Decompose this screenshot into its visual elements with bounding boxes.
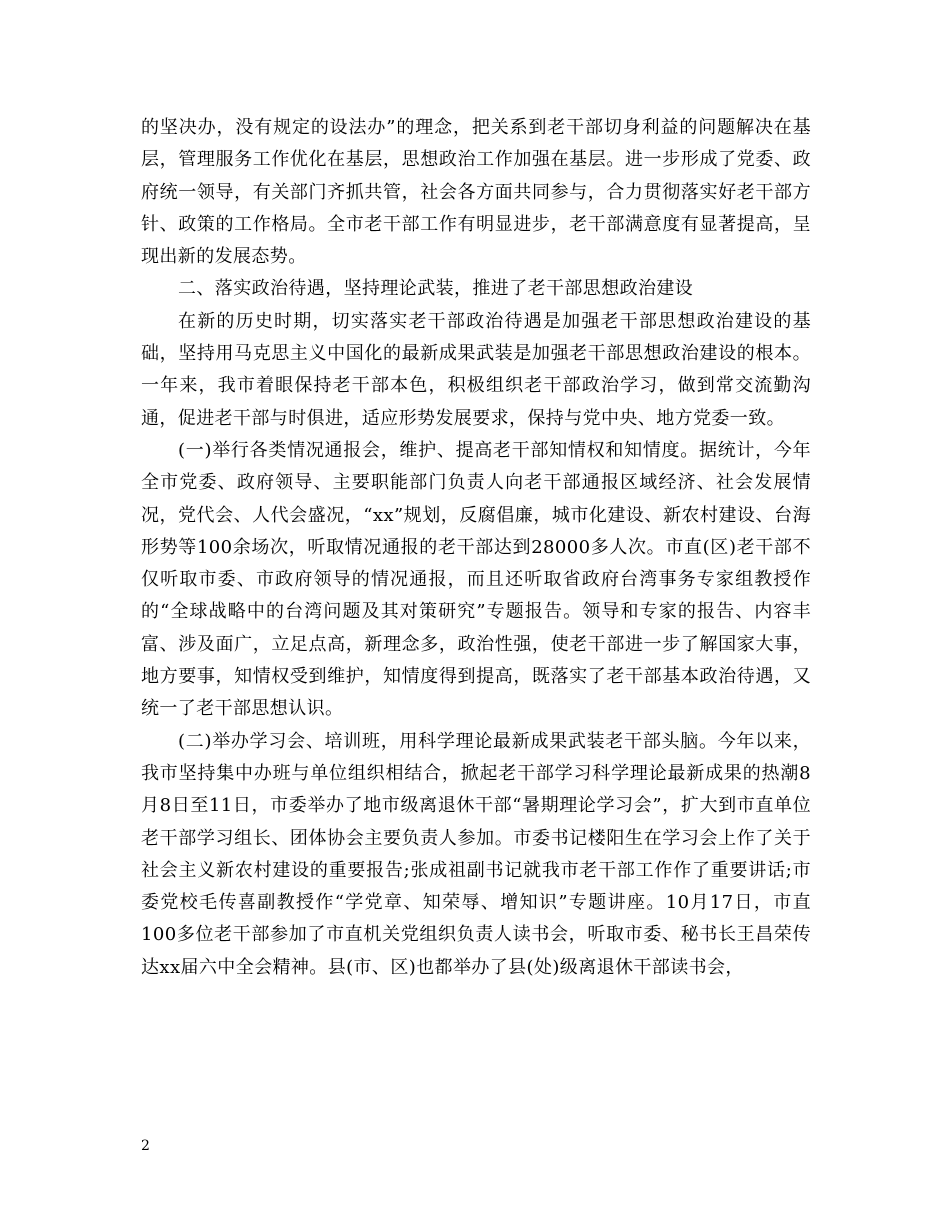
paragraph-item-two: (二)举办学习会、培训班，用科学理论最新成果武装老干部头脑。今年以来，我市坚持集中办班与单位组织相结合，掀起老干部学习科学理论最新成果的热潮8月8日至11日，市委举办了地市级离退休干部“暑期理论学习会”，扩大到市直单位老干部学习组长、团体协会主要负责人参加。市委书记楼阳生在学习会上作了关于社会主义新农村建设的重要报告;张成祖副书记就我市老干部工作作了重要讲话;市委党校毛传喜副教授作“学党章、知荣辱、增知识”专题讲座。10月17日，市直100多位老干部参加了市直机关党组织负责人读书会，听取市委、秘书长王昌荣传达xx届六中全会精神。县(市、区)也都举办了县(处)级离退休干部读书会， — [141, 730, 811, 978]
paragraph-item-one: (一)举行各类情况通报会，维护、提高老干部知情权和知情度。据统计，今年全市党委、政府领导、主要职能部门负责人向老干部通报区域经济、社会发展情况，党代会、人代会盛况，“xx”规划，反腐倡廉，城市化建设、新农村建设、台海形势等100余场次，听取情况通报的老干部达到28000多人次。市直(区)老干部不仅听取市委、市政府领导的情况通报，而且还听取省政府台湾事务专家组教授作的“全球战略中的台湾问题及其对策研究”专题报告。领导和专家的报告、内容丰富、涉及面广，立足点高，新理念多，政治性强，使老干部进一步了解国家大事，地方要事，知情权受到维护，知情度得到提高，既落实了老干部基本政治待遇，又统一了老干部思想认识。 — [141, 439, 811, 720]
document-body — [141, 112, 811, 984]
paragraph-continuation: 的坚决办，没有规定的设法办”的理念，把关系到老干部切身利益的问题解决在基层，管理服务工作优化在基层，思想政治工作加强在基层。进一步形成了党委、政府统一领导，有关部门齐抓共管，社会各方面共同参与，合力贯彻落实好老干部方针、政策的工作格局。全市老干部工作有明显进步，老干部满意度有显著提高，呈现出新的发展态势。 — [141, 117, 811, 268]
paragraph-intro: 在新的历史时期，切实落实老干部政治待遇是加强老干部思想政治建设的基础，坚持用马克思主义中国化的最新成果武装是加强老干部思想政治建设的根本。一年来，我市着眼保持老干部本色，积极组织老干部政治学习，做到常交流勤沟通，促进老干部与时俱进，适应形势发展要求，保持与党中央、地方党委一致。 — [141, 310, 811, 429]
section-heading: 二、落实政治待遇，坚持理论武装，推进了老干部思想政治建设 — [178, 278, 694, 300]
page-number: 2 — [141, 1138, 150, 1154]
